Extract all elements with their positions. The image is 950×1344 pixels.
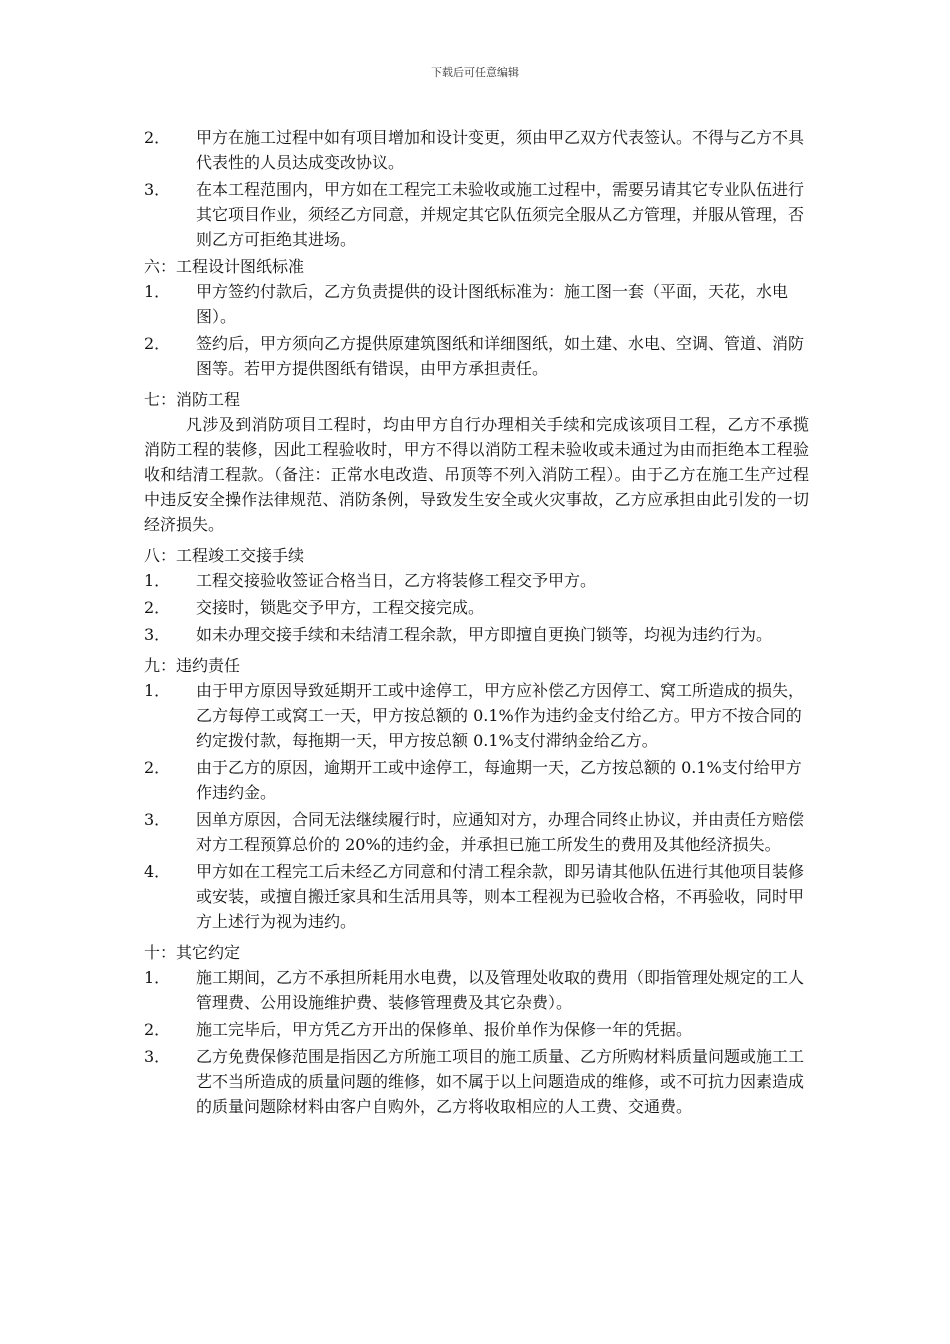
section-10 (144, 940, 809, 1119)
item-text: 如未办理交接手续和未结清工程余款，甲方即擅自更换门锁等，均视为违约行为。 (196, 625, 773, 644)
list-item (144, 965, 809, 1015)
section-heading: 九：违约责任 (144, 656, 241, 675)
section-heading: 十：其它约定 (144, 943, 241, 962)
item-number: 1． (144, 968, 171, 987)
item-number: 3． (144, 625, 171, 644)
list-item (144, 595, 809, 620)
list-item (144, 622, 809, 647)
list-item (144, 1044, 809, 1119)
list-item (144, 279, 809, 329)
item-text: 因单方原因，合同无法继续履行时，应通知对方，办理合同终止协议，并由责任方赔偿对方工程预算总价的 20%的违约金，并承担已施工所发生的费用及其他经济损失。 (196, 810, 805, 854)
item-number: 4． (144, 862, 171, 881)
item-number: 2． (144, 334, 171, 353)
section-heading: 六：工程设计图纸标准 (144, 257, 305, 276)
section-heading: 八：工程竣工交接手续 (144, 546, 305, 565)
item-number: 2． (144, 1020, 171, 1039)
item-text: 甲方在施工过程中如有项目增加和设计变更，须由甲乙双方代表签认。不得与乙方不具代表性的人员达成变改协议。 (196, 128, 805, 172)
section-5-continuation (144, 125, 809, 252)
item-text: 施工完毕后，甲方凭乙方开出的保修单、报价单作为保修一年的凭据。 (196, 1020, 693, 1039)
list-item (144, 859, 809, 934)
page-header: 下载后可任意编辑 (431, 66, 519, 79)
list-item (144, 125, 809, 175)
item-number: 3． (144, 1047, 171, 1066)
list-item (144, 807, 809, 857)
item-text: 甲方如在工程完工后未经乙方同意和付清工程余款，即另请其他队伍进行其他项目装修或安装，或擅自搬迁家具和生活用具等，则本工程视为已验收合格，不再验收，同时甲方上述行为视为违约。 (196, 862, 805, 931)
section-heading: 七：消防工程 (144, 390, 241, 409)
item-number: 2． (144, 128, 171, 147)
list-item (144, 177, 809, 252)
section-6 (144, 254, 809, 381)
item-text: 由于甲方原因导致延期开工或中途停工，甲方应补偿乙方因停工、窝工所造成的损失，乙方每停工或窝工一天，甲方按总额的 0.1%作为违约金支付给乙方。甲方不按合同的约定拨付款，每拖期一天，甲方按总额 0.1%支付滞纳金给乙方。 (196, 681, 805, 750)
item-text: 甲方签约付款后，乙方负责提供的设计图纸标准为：施工图一套（平面，天花，水电图）。 (196, 282, 789, 326)
section-8 (144, 543, 809, 647)
section-9 (144, 653, 809, 934)
list-item (144, 755, 809, 805)
section-paragraph: 凡涉及到消防项目工程时，均由甲方自行办理相关手续和完成该项目工程，乙方不承揽消防工程的装修，因此工程验收时，甲方不得以消防工程未验收或未通过为由而拒绝本工程验收和结清工程款。（备注：正常水电改造、吊顶等不列入消防工程）。由于乙方在施工生产过程中违反安全操作法律规范、消防条例，导致发生安全或火灾事故，乙方应承担由此引发的一切经济损失。 (144, 415, 809, 534)
item-number: 1． (144, 282, 171, 301)
item-text: 乙方免费保修范围是指因乙方所施工项目的施工质量、乙方所购材料质量问题或施工工艺不当所造成的质量问题的维修，如不属于以上问题造成的维修，或不可抗力因素造成的质量问题除材料由客户自购外，乙方将收取相应的人工费、交通费。 (196, 1047, 805, 1116)
section-7 (144, 387, 809, 537)
item-text: 施工期间，乙方不承担所耗用水电费，以及管理处收取的费用（即指管理处规定的工人管理费、公用设施维护费、装修管理费及其它杂费）。 (196, 968, 805, 1012)
item-text: 在本工程范围内，甲方如在工程完工未验收或施工过程中，需要另请其它专业队伍进行其它项目作业，须经乙方同意，并规定其它队伍须完全服从乙方管理，并服从管理，否则乙方可拒绝其进场。 (196, 180, 805, 249)
item-number: 3． (144, 180, 171, 199)
list-item (144, 568, 809, 593)
item-text: 由于乙方的原因，逾期开工或中途停工，每逾期一天，乙方按总额的 0.1%支付给甲方作违约金。 (196, 758, 802, 802)
document-body (144, 125, 809, 1121)
item-number: 2． (144, 758, 171, 777)
item-text: 工程交接验收签证合格当日，乙方将装修工程交予甲方。 (196, 571, 597, 590)
item-number: 2． (144, 598, 171, 617)
list-item (144, 678, 809, 753)
item-text: 交接时，锁匙交予甲方，工程交接完成。 (196, 598, 485, 617)
item-text: 签约后，甲方须向乙方提供原建筑图纸和详细图纸，如土建、水电、空调、管道、消防图等。若甲方提供图纸有错误，由甲方承担责任。 (196, 334, 805, 378)
item-number: 1． (144, 681, 171, 700)
item-number: 1． (144, 571, 171, 590)
list-item (144, 331, 809, 381)
item-number: 3． (144, 810, 171, 829)
list-item (144, 1017, 809, 1042)
